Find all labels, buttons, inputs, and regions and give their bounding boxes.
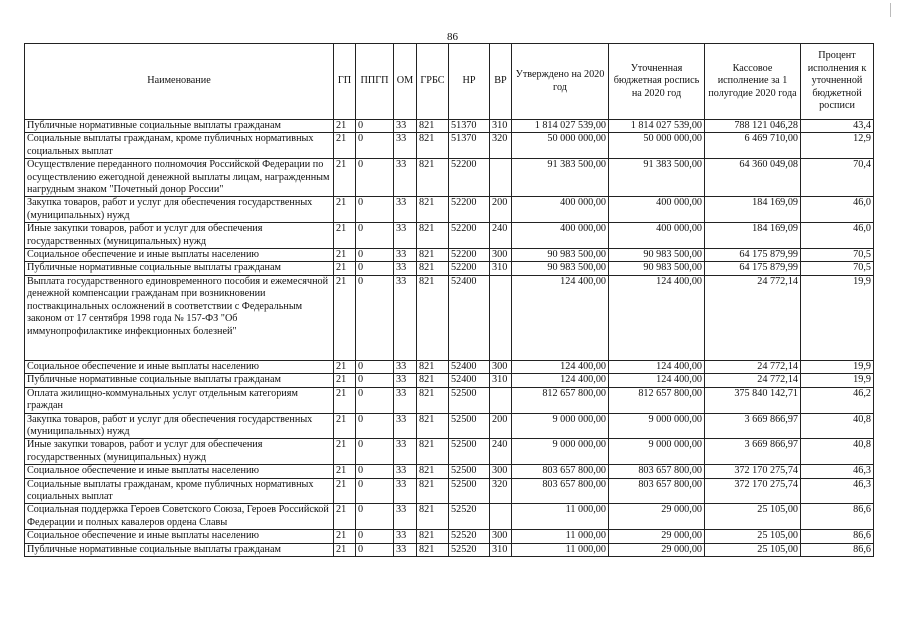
table-row [25, 504, 874, 530]
cell-name: Оплата жилищно-коммунальных услуг отдельным категориям граждан [25, 387, 334, 413]
cell-name: Публичные нормативные социальные выплаты гражданам [25, 262, 334, 275]
cell-grbs: 821 [417, 249, 449, 262]
cell-vr: 300 [490, 530, 512, 543]
cell-name: Социальное обеспечение и иные выплаты населению [25, 360, 334, 373]
cell-pgp: 0 [356, 133, 394, 159]
budget-execution-table [24, 43, 874, 557]
header-pgp: ППГП [356, 44, 394, 120]
header-gp: ГП [334, 44, 356, 120]
cell-pgp: 0 [356, 249, 394, 262]
cell-cash: 375 840 142,71 [705, 387, 801, 413]
header-percent: Процент исполнения к уточненной бюджетной росписи [801, 44, 874, 120]
cell-approved: 812 657 800,00 [512, 387, 609, 413]
header-cash: Кассовое исполнение за 1 полугодие 2020 года [705, 44, 801, 120]
cell-grbs: 821 [417, 465, 449, 478]
cell-approved: 91 383 500,00 [512, 159, 609, 197]
cell-percent: 86,6 [801, 530, 874, 543]
cell-name: Социальная поддержка Героев Советского Союза, Героев Российской Федерации и полных кавалеров ордена Славы [25, 504, 334, 530]
cell-percent: 70,5 [801, 249, 874, 262]
cell-vr [490, 159, 512, 197]
cell-gp: 21 [334, 439, 356, 465]
cell-grbs: 821 [417, 360, 449, 373]
cell-om: 33 [394, 197, 417, 223]
table-row [25, 360, 874, 373]
cell-cash: 6 469 710,00 [705, 133, 801, 159]
cell-approved: 124 400,00 [512, 360, 609, 373]
cell-gp: 21 [334, 249, 356, 262]
cell-grbs: 821 [417, 159, 449, 197]
cell-np: 52400 [449, 360, 490, 373]
cell-name: Публичные нормативные социальные выплаты гражданам [25, 543, 334, 556]
cell-revised: 812 657 800,00 [609, 387, 705, 413]
cell-om: 33 [394, 530, 417, 543]
cell-pgp: 0 [356, 504, 394, 530]
cell-cash: 372 170 275,74 [705, 478, 801, 504]
cell-percent: 46,2 [801, 387, 874, 413]
table-row [25, 133, 874, 159]
cell-vr [490, 387, 512, 413]
cell-percent: 19,9 [801, 275, 874, 360]
cell-pgp: 0 [356, 374, 394, 387]
cell-np: 52200 [449, 197, 490, 223]
header-revised: Уточненная бюджетная роспись на 2020 год [609, 44, 705, 120]
cell-approved: 803 657 800,00 [512, 478, 609, 504]
cell-pgp: 0 [356, 530, 394, 543]
cell-np: 52520 [449, 504, 490, 530]
cell-revised: 91 383 500,00 [609, 159, 705, 197]
cell-gp: 21 [334, 530, 356, 543]
cell-pgp: 0 [356, 120, 394, 133]
cell-revised: 1 814 027 539,00 [609, 120, 705, 133]
cell-cash: 184 169,09 [705, 197, 801, 223]
cell-np: 52500 [449, 413, 490, 439]
cell-om: 33 [394, 223, 417, 249]
header-name: Наименование [25, 44, 334, 120]
cell-approved: 400 000,00 [512, 197, 609, 223]
header-approved: Утверждено на 2020 год [512, 44, 609, 120]
cell-pgp: 0 [356, 413, 394, 439]
cell-revised: 9 000 000,00 [609, 413, 705, 439]
cell-revised: 124 400,00 [609, 275, 705, 360]
table-header-row [25, 44, 874, 120]
cell-om: 33 [394, 504, 417, 530]
table-row [25, 159, 874, 197]
cell-om: 33 [394, 249, 417, 262]
cell-approved: 11 000,00 [512, 504, 609, 530]
cell-name: Социальное обеспечение и иные выплаты населению [25, 530, 334, 543]
cell-gp: 21 [334, 223, 356, 249]
cell-gp: 21 [334, 374, 356, 387]
cell-cash: 184 169,09 [705, 223, 801, 249]
cell-pgp: 0 [356, 439, 394, 465]
cell-approved: 90 983 500,00 [512, 249, 609, 262]
cell-approved: 1 814 027 539,00 [512, 120, 609, 133]
cell-name: Иные закупки товаров, работ и услуг для обеспечения государственных (муниципальных) нужд [25, 439, 334, 465]
cell-grbs: 821 [417, 439, 449, 465]
cell-vr: 310 [490, 120, 512, 133]
cell-grbs: 821 [417, 530, 449, 543]
cell-grbs: 821 [417, 374, 449, 387]
cell-vr: 200 [490, 413, 512, 439]
cell-om: 33 [394, 275, 417, 360]
cell-vr: 240 [490, 223, 512, 249]
cell-vr: 300 [490, 465, 512, 478]
cell-name: Выплата государственного единовременного пособия и ежемесячной денежной компенсации гражданам при возникновении поствакцинальных осложнений в соответствии с Федеральным законом от 17 сентября 1998 года № 157-ФЗ "Об иммунопрофилактике инфекционных болезней" [25, 275, 334, 360]
cell-approved: 11 000,00 [512, 530, 609, 543]
cell-pgp: 0 [356, 262, 394, 275]
cell-om: 33 [394, 387, 417, 413]
cell-grbs: 821 [417, 478, 449, 504]
cell-name: Закупка товаров, работ и услуг для обеспечения государственных (муниципальных) нужд [25, 197, 334, 223]
cell-vr: 310 [490, 374, 512, 387]
table-row [25, 465, 874, 478]
cell-np: 52500 [449, 478, 490, 504]
cell-gp: 21 [334, 360, 356, 373]
cell-percent: 86,6 [801, 543, 874, 556]
cell-revised: 29 000,00 [609, 530, 705, 543]
cell-cash: 3 669 866,97 [705, 413, 801, 439]
table-row [25, 478, 874, 504]
cell-cash: 788 121 046,28 [705, 120, 801, 133]
cell-name: Социальное обеспечение и иные выплаты населению [25, 465, 334, 478]
cell-revised: 50 000 000,00 [609, 133, 705, 159]
cell-grbs: 821 [417, 197, 449, 223]
table-row [25, 275, 874, 360]
cell-pgp: 0 [356, 197, 394, 223]
cell-cash: 64 175 879,99 [705, 262, 801, 275]
cell-revised: 9 000 000,00 [609, 439, 705, 465]
cell-cash: 24 772,14 [705, 275, 801, 360]
cell-np: 52500 [449, 439, 490, 465]
table-row [25, 387, 874, 413]
cell-grbs: 821 [417, 133, 449, 159]
header-grbs: ГРБС [417, 44, 449, 120]
cell-gp: 21 [334, 120, 356, 133]
cell-np: 52200 [449, 223, 490, 249]
cell-gp: 21 [334, 262, 356, 275]
cell-gp: 21 [334, 387, 356, 413]
cell-percent: 43,4 [801, 120, 874, 133]
cell-np: 52500 [449, 465, 490, 478]
cell-om: 33 [394, 120, 417, 133]
cell-cash: 3 669 866,97 [705, 439, 801, 465]
cell-vr: 300 [490, 249, 512, 262]
cell-percent: 40,8 [801, 413, 874, 439]
cell-grbs: 821 [417, 543, 449, 556]
cell-vr: 320 [490, 478, 512, 504]
cell-revised: 803 657 800,00 [609, 465, 705, 478]
cell-pgp: 0 [356, 223, 394, 249]
cell-vr: 240 [490, 439, 512, 465]
cell-np: 52520 [449, 530, 490, 543]
cell-percent: 70,4 [801, 159, 874, 197]
cell-np: 52520 [449, 543, 490, 556]
cell-np: 52200 [449, 262, 490, 275]
cell-cash: 25 105,00 [705, 543, 801, 556]
cell-name: Иные закупки товаров, работ и услуг для обеспечения государственных (муниципальных) нужд [25, 223, 334, 249]
table-row [25, 413, 874, 439]
cell-name: Осуществление переданного полномочия Российской Федерации по осуществлению ежегодной денежной выплаты лицам, награжденным нагрудным знаком "Почетный донор России" [25, 159, 334, 197]
cell-approved: 400 000,00 [512, 223, 609, 249]
page-edge-mark [890, 3, 891, 17]
cell-approved: 90 983 500,00 [512, 262, 609, 275]
cell-np: 52200 [449, 159, 490, 197]
cell-revised: 400 000,00 [609, 223, 705, 249]
cell-gp: 21 [334, 159, 356, 197]
header-np: НР [449, 44, 490, 120]
cell-approved: 11 000,00 [512, 543, 609, 556]
cell-pgp: 0 [356, 159, 394, 197]
cell-revised: 124 400,00 [609, 374, 705, 387]
cell-grbs: 821 [417, 275, 449, 360]
table-row [25, 120, 874, 133]
cell-om: 33 [394, 262, 417, 275]
cell-name: Публичные нормативные социальные выплаты гражданам [25, 374, 334, 387]
cell-gp: 21 [334, 413, 356, 439]
cell-revised: 400 000,00 [609, 197, 705, 223]
cell-om: 33 [394, 159, 417, 197]
cell-percent: 46,3 [801, 465, 874, 478]
cell-np: 52200 [449, 249, 490, 262]
cell-percent: 46,0 [801, 197, 874, 223]
cell-revised: 90 983 500,00 [609, 249, 705, 262]
cell-pgp: 0 [356, 543, 394, 556]
cell-name: Закупка товаров, работ и услуг для обеспечения государственных (муниципальных) нужд [25, 413, 334, 439]
cell-om: 33 [394, 465, 417, 478]
cell-pgp: 0 [356, 387, 394, 413]
cell-om: 33 [394, 360, 417, 373]
cell-gp: 21 [334, 465, 356, 478]
cell-pgp: 0 [356, 465, 394, 478]
cell-approved: 124 400,00 [512, 275, 609, 360]
table-row [25, 249, 874, 262]
cell-approved: 124 400,00 [512, 374, 609, 387]
table-row [25, 262, 874, 275]
cell-np: 51370 [449, 133, 490, 159]
cell-om: 33 [394, 478, 417, 504]
cell-cash: 64 175 879,99 [705, 249, 801, 262]
cell-name: Социальные выплаты гражданам, кроме публичных нормативных социальных выплат [25, 133, 334, 159]
cell-revised: 90 983 500,00 [609, 262, 705, 275]
cell-grbs: 821 [417, 387, 449, 413]
cell-pgp: 0 [356, 478, 394, 504]
table-body [25, 120, 874, 557]
cell-revised: 124 400,00 [609, 360, 705, 373]
cell-grbs: 821 [417, 223, 449, 249]
cell-approved: 50 000 000,00 [512, 133, 609, 159]
page-number: 86 [447, 31, 458, 43]
cell-om: 33 [394, 439, 417, 465]
cell-grbs: 821 [417, 413, 449, 439]
cell-pgp: 0 [356, 360, 394, 373]
cell-vr: 310 [490, 543, 512, 556]
cell-percent: 86,6 [801, 504, 874, 530]
cell-np: 52400 [449, 374, 490, 387]
cell-grbs: 821 [417, 504, 449, 530]
table-row [25, 374, 874, 387]
cell-gp: 21 [334, 478, 356, 504]
cell-percent: 70,5 [801, 262, 874, 275]
cell-approved: 803 657 800,00 [512, 465, 609, 478]
cell-vr: 310 [490, 262, 512, 275]
cell-om: 33 [394, 374, 417, 387]
cell-np: 52400 [449, 275, 490, 360]
cell-vr: 300 [490, 360, 512, 373]
cell-name: Социальное обеспечение и иные выплаты населению [25, 249, 334, 262]
cell-vr: 200 [490, 197, 512, 223]
cell-pgp: 0 [356, 275, 394, 360]
cell-percent: 19,9 [801, 374, 874, 387]
table-row [25, 530, 874, 543]
cell-gp: 21 [334, 543, 356, 556]
header-om: ОМ [394, 44, 417, 120]
cell-cash: 24 772,14 [705, 374, 801, 387]
cell-cash: 372 170 275,74 [705, 465, 801, 478]
cell-name: Публичные нормативные социальные выплаты гражданам [25, 120, 334, 133]
cell-gp: 21 [334, 197, 356, 223]
table-row [25, 543, 874, 556]
table-row [25, 197, 874, 223]
cell-grbs: 821 [417, 120, 449, 133]
header-vr: ВР [490, 44, 512, 120]
cell-revised: 803 657 800,00 [609, 478, 705, 504]
cell-revised: 29 000,00 [609, 543, 705, 556]
cell-vr [490, 504, 512, 530]
cell-approved: 9 000 000,00 [512, 413, 609, 439]
cell-percent: 40,8 [801, 439, 874, 465]
cell-grbs: 821 [417, 262, 449, 275]
cell-name: Социальные выплаты гражданам, кроме публичных нормативных социальных выплат [25, 478, 334, 504]
cell-cash: 24 772,14 [705, 360, 801, 373]
table-row [25, 439, 874, 465]
cell-approved: 9 000 000,00 [512, 439, 609, 465]
cell-revised: 29 000,00 [609, 504, 705, 530]
cell-percent: 12,9 [801, 133, 874, 159]
cell-gp: 21 [334, 133, 356, 159]
cell-percent: 46,0 [801, 223, 874, 249]
cell-om: 33 [394, 543, 417, 556]
cell-vr: 320 [490, 133, 512, 159]
cell-percent: 46,3 [801, 478, 874, 504]
cell-cash: 25 105,00 [705, 504, 801, 530]
table-row [25, 223, 874, 249]
cell-om: 33 [394, 133, 417, 159]
cell-om: 33 [394, 413, 417, 439]
cell-gp: 21 [334, 504, 356, 530]
cell-np: 52500 [449, 387, 490, 413]
cell-cash: 25 105,00 [705, 530, 801, 543]
cell-vr [490, 275, 512, 360]
cell-gp: 21 [334, 275, 356, 360]
cell-percent: 19,9 [801, 360, 874, 373]
cell-np: 51370 [449, 120, 490, 133]
cell-cash: 64 360 049,08 [705, 159, 801, 197]
